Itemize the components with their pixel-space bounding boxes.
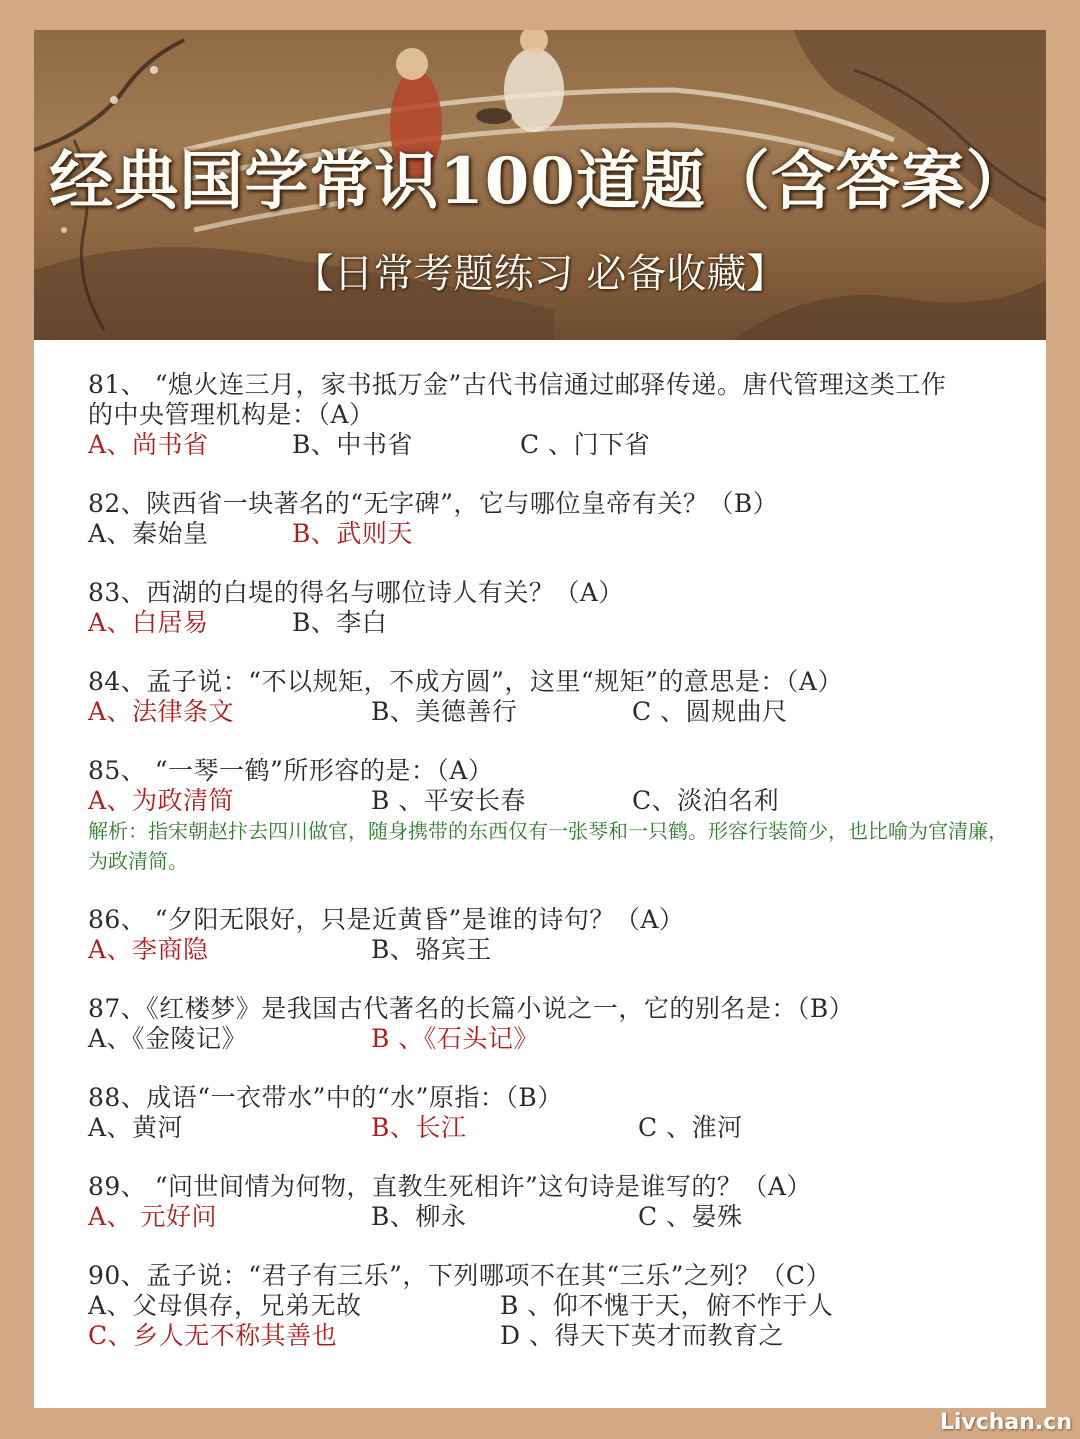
option-b: B、李白: [292, 608, 388, 637]
question-item: [88, 994, 1018, 1054]
option-a: A、《金陵记》: [88, 1024, 248, 1053]
option-a: A、父母俱存，兄弟无故: [88, 1291, 362, 1320]
option-a: A、秦始皇: [88, 519, 209, 548]
watermark: Livchan.cn: [939, 1410, 1072, 1435]
option-b: B 、仰不愧于天，俯不怍于人: [500, 1291, 834, 1320]
page-title: 经典国学常识100道题（含答案）: [49, 144, 1031, 219]
option-b: B 、《石头记》: [371, 1024, 539, 1053]
content-card: [34, 30, 1046, 1408]
option-a: A、为政清简: [88, 786, 235, 815]
question-text: 88、成语“一衣带水”中的“水”原指：（B）: [88, 1083, 563, 1112]
question-item: [88, 489, 1018, 549]
options-row: [88, 608, 1018, 638]
option-a: A、 元好问: [88, 1202, 218, 1231]
question-item: [88, 1261, 1018, 1351]
question-text: 86、 “夕阳无限好，只是近黄昏”是谁的诗句？（A）: [88, 905, 685, 934]
options-row: [88, 786, 1018, 816]
question-text: 83、西湖的白堤的得名与哪位诗人有关？（A）: [88, 578, 624, 607]
analysis-note: 解析：指宋朝赵抃去四川做官，随身携带的东西仅有一张琴和一只鹤。形容行装简少，也比喻为官清廉，为政清简。: [88, 819, 1008, 873]
header-banner: [34, 30, 1046, 340]
option-a: A、李商隐: [88, 935, 209, 964]
question-text: 82、陕西省一块著名的“无字碑”，它与哪位皇帝有关？（B）: [88, 489, 779, 518]
question-item: [88, 667, 1018, 727]
question-item: [88, 370, 1018, 460]
options-row: [88, 1321, 1018, 1351]
question-item: [88, 1172, 1018, 1232]
option-b: B、长江: [371, 1113, 467, 1142]
question-text: 87、《红楼梦》是我国古代著名的长篇小说之一，它的别名是：（B）: [88, 994, 855, 1023]
option-c: C 、圆规曲尺: [632, 697, 788, 726]
option-d: D 、得天下英才而教育之: [500, 1321, 784, 1350]
option-b: B 、平安长春: [371, 786, 526, 815]
options-row: [88, 1113, 1018, 1143]
option-c: C、淡泊名利: [632, 786, 780, 815]
option-c: C 、淮河: [638, 1113, 743, 1142]
question-text: 84、孟子说：“不以规矩，不成方圆”，这里“规矩”的意思是：（A）: [88, 667, 843, 696]
option-a: A、白居易: [88, 608, 209, 637]
options-row: [88, 935, 1018, 965]
question-item: [88, 1083, 1018, 1143]
question-text: 的中央管理机构是：（A）: [88, 400, 375, 429]
option-a: A、法律条文: [88, 697, 235, 726]
option-c: C 、晏殊: [638, 1202, 743, 1231]
options-row: [88, 697, 1018, 727]
options-row: [88, 519, 1018, 549]
question-item: [88, 578, 1018, 638]
question-item: [88, 756, 1018, 876]
page-subtitle: 【日常考题练习 必备收藏】: [293, 251, 787, 297]
option-b: B、骆宾王: [371, 935, 492, 964]
option-b: B、美德善行: [371, 697, 518, 726]
option-c: C 、门下省: [520, 430, 651, 459]
option-c: C、乡人无不称其善也: [88, 1321, 338, 1350]
option-a: A、黄河: [88, 1113, 184, 1142]
option-b: B、中书省: [292, 430, 413, 459]
question-text: 89、 “问世间情为何物，直教生死相许”这句诗是谁写的？（A）: [88, 1172, 812, 1201]
option-b: B、武则天: [292, 519, 413, 548]
option-b: B、柳永: [371, 1202, 467, 1231]
question-list: [88, 370, 1018, 1380]
question-text: 85、 “一琴一鹤”所形容的是：（A）: [88, 756, 494, 785]
question-text: 81、 “熄火连三月，家书抵万金”古代书信通过邮驿传递。唐代管理这类工作: [88, 370, 947, 399]
options-row: [88, 1291, 1018, 1321]
options-row: [88, 1024, 1018, 1054]
question-text: 90、孟子说：“君子有三乐”，下列哪项不在其“三乐”之列？（C）: [88, 1261, 832, 1290]
options-row: [88, 1202, 1018, 1232]
option-a: A、尚书省: [88, 430, 209, 459]
question-item: [88, 905, 1018, 965]
options-row: [88, 430, 1018, 460]
